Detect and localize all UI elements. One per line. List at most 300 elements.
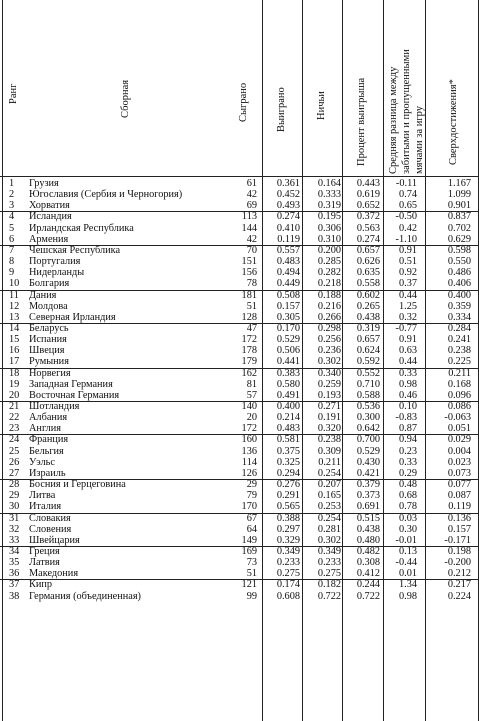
table-row [0, 323, 479, 334]
superiority-cell: 0.136 [447, 512, 471, 524]
team-cell: Бельгия [29, 445, 64, 457]
rank-cell: 14 [9, 322, 20, 334]
superiority-cell: 0.629 [447, 233, 471, 245]
wins-cell: 0.565 [276, 501, 300, 513]
wins-cell: 0.388 [276, 512, 300, 524]
draws-cell: 0.253 [317, 501, 341, 513]
wins-cell: 0.529 [276, 334, 300, 346]
draws-cell: 0.302 [317, 356, 341, 368]
games-cell: 149 [241, 534, 257, 546]
superiority-cell: -0.200 [444, 557, 471, 569]
games-cell: 64 [246, 523, 257, 535]
superiority-cell: 0.004 [447, 445, 471, 457]
goal-diff-cell: 0.78 [398, 501, 417, 513]
goal-diff-cell: 0.13 [398, 545, 417, 557]
goal-diff-cell: 1.25 [398, 300, 417, 312]
draws-cell: 0.298 [317, 322, 341, 334]
team-cell: Греция [29, 545, 60, 557]
goal-diff-cell: 0.37 [398, 278, 417, 290]
draws-cell: 0.195 [317, 211, 341, 223]
team-cell: Дания [29, 289, 57, 301]
superiority-cell: 0.051 [447, 423, 471, 435]
win-pct-cell: 0.308 [356, 557, 380, 569]
win-pct-cell: 0.592 [356, 356, 380, 368]
superiority-cell: 0.224 [447, 590, 471, 602]
table-row [0, 356, 479, 367]
rank-cell: 28 [9, 479, 20, 491]
win-pct-cell: 0.619 [356, 189, 380, 201]
goal-diff-cell: -0.77 [395, 322, 417, 334]
win-pct-cell: 0.691 [356, 501, 380, 513]
team-cell: Швейцария [29, 534, 80, 546]
draws-cell: 0.165 [317, 490, 341, 502]
rank-cell: 10 [9, 278, 20, 290]
team-cell: Югославия (Сербия и Черногория) [29, 189, 183, 201]
win-pct-cell: 0.536 [356, 401, 380, 412]
wins-cell: 0.375 [276, 445, 300, 457]
header-superiority: Сверхдостижения* [448, 79, 459, 165]
games-cell: 172 [241, 334, 257, 346]
goal-diff-cell: 0.01 [398, 568, 417, 580]
win-pct-cell: 0.372 [356, 211, 380, 223]
superiority-cell: 0.284 [447, 322, 471, 334]
goal-diff-cell: 0.46 [398, 389, 417, 401]
table-row [0, 379, 479, 390]
games-cell: 67 [246, 512, 257, 524]
table-row [0, 211, 479, 222]
rank-cell: 26 [9, 456, 20, 468]
rank-cell: 11 [9, 289, 19, 301]
team-cell: Чешская Республика [29, 244, 121, 256]
wins-cell: 0.410 [276, 222, 300, 234]
draws-cell: 0.320 [317, 423, 341, 435]
table-row [0, 189, 479, 200]
draws-cell: 0.259 [317, 378, 341, 390]
wins-cell: 0.483 [276, 256, 300, 268]
rank-cell: 16 [9, 345, 20, 357]
draws-cell: 0.271 [317, 401, 341, 412]
wins-cell: 0.493 [276, 200, 300, 212]
table-row [0, 546, 479, 557]
games-cell: 114 [241, 456, 257, 468]
wins-cell: 0.349 [276, 545, 300, 557]
rank-cell: 6 [9, 233, 15, 245]
games-cell: 160 [241, 434, 257, 446]
header-divider [0, 176, 479, 177]
rank-cell: 25 [9, 445, 20, 457]
team-cell: Исландия [29, 211, 72, 223]
wins-cell: 0.157 [276, 300, 300, 312]
superiority-cell: 0.023 [447, 456, 471, 468]
superiority-cell: 0.238 [447, 345, 471, 357]
draws-cell: 0.238 [317, 434, 341, 446]
rank-cell: 18 [9, 367, 20, 379]
superiority-cell: 0.550 [447, 256, 471, 268]
rank-cell: 19 [9, 378, 20, 390]
games-cell: 156 [241, 267, 257, 279]
draws-cell: 0.191 [317, 412, 341, 424]
wins-cell: 0.581 [276, 434, 300, 446]
table-row [0, 245, 479, 256]
team-cell: Северная Ирландия [29, 311, 116, 323]
team-cell: Латвия [29, 557, 60, 569]
wins-cell: 0.383 [276, 367, 300, 379]
games-cell: 79 [246, 490, 257, 502]
header-goal-diff-1: Средняя разница между [388, 66, 399, 174]
table-row [0, 524, 479, 535]
games-cell: 136 [241, 445, 257, 457]
row-group-divider [0, 513, 479, 514]
wins-cell: 0.291 [276, 490, 300, 502]
draws-cell: 0.182 [317, 579, 341, 591]
win-pct-cell: 0.430 [356, 456, 380, 468]
goal-diff-cell: 0.74 [398, 189, 417, 201]
table-row [0, 200, 479, 211]
games-cell: 81 [246, 378, 257, 390]
win-pct-cell: 0.373 [356, 490, 380, 502]
table-row [0, 468, 479, 479]
table-row [0, 390, 479, 401]
win-pct-cell: 0.443 [356, 178, 380, 189]
games-cell: 51 [246, 300, 257, 312]
goal-diff-cell: 0.92 [398, 267, 417, 279]
goal-diff-cell: -0.01 [395, 534, 417, 546]
superiority-cell: 0.406 [447, 278, 471, 290]
draws-cell: 0.164 [317, 178, 341, 189]
wins-cell: 0.174 [276, 579, 300, 591]
win-pct-cell: 0.700 [356, 434, 380, 446]
superiority-cell: 0.157 [447, 523, 471, 535]
team-cell: Западная Германия [29, 378, 113, 390]
table-row [0, 401, 479, 412]
win-pct-cell: 0.563 [356, 222, 380, 234]
win-pct-cell: 0.244 [356, 579, 380, 591]
games-cell: 42 [246, 233, 257, 245]
table-row [0, 479, 479, 490]
games-cell: 73 [246, 557, 257, 569]
wins-cell: 0.305 [276, 311, 300, 323]
games-cell: 69 [246, 200, 257, 212]
draws-cell: 0.254 [317, 467, 341, 479]
games-cell: 128 [241, 311, 257, 323]
win-pct-cell: 0.482 [356, 545, 380, 557]
wins-cell: 0.170 [276, 322, 300, 334]
superiority-cell: 0.334 [447, 311, 471, 323]
rank-cell: 5 [9, 222, 15, 234]
superiority-cell: 0.119 [448, 501, 471, 513]
team-cell: Армения [29, 233, 69, 245]
rank-cell: 2 [9, 189, 15, 201]
win-pct-cell: 0.438 [356, 311, 380, 323]
win-pct-cell: 0.588 [356, 389, 380, 401]
team-cell: Германия (объединенная) [29, 590, 141, 602]
games-cell: 178 [241, 345, 257, 357]
draws-cell: 0.233 [317, 557, 341, 569]
goal-diff-cell: 0.42 [398, 222, 417, 234]
win-pct-cell: 0.421 [356, 467, 380, 479]
table-row [0, 368, 479, 379]
wins-cell: 0.580 [276, 378, 300, 390]
games-cell: 42 [246, 189, 257, 201]
win-pct-cell: 0.379 [356, 479, 380, 491]
draws-cell: 0.302 [317, 534, 341, 546]
rank-cell: 36 [9, 568, 20, 580]
rank-cell: 30 [9, 501, 20, 513]
table-row [0, 434, 479, 445]
wins-cell: 0.483 [276, 423, 300, 435]
win-pct-cell: 0.529 [356, 445, 380, 457]
goal-diff-cell: 0.91 [398, 334, 417, 346]
team-cell: Кипр [29, 579, 53, 591]
rank-cell: 3 [9, 200, 15, 212]
superiority-cell: 0.217 [447, 579, 471, 591]
games-cell: 20 [246, 412, 257, 424]
games-cell: 113 [241, 211, 257, 223]
superiority-cell: 0.598 [447, 244, 471, 256]
row-group-divider [0, 211, 479, 212]
goal-diff-cell: -0.44 [395, 557, 417, 569]
table-row [0, 513, 479, 524]
games-cell: 47 [246, 322, 257, 334]
team-cell: Испания [29, 334, 67, 346]
draws-cell: 0.256 [317, 334, 341, 346]
draws-cell: 0.722 [317, 590, 341, 602]
draws-cell: 0.236 [317, 345, 341, 357]
win-pct-cell: 0.319 [356, 322, 380, 334]
table-row [0, 312, 479, 323]
goal-diff-cell: 0.44 [398, 356, 417, 368]
team-cell: Беларусь [29, 322, 69, 334]
table-row [0, 301, 479, 312]
superiority-cell: -0.171 [444, 534, 471, 546]
goal-diff-cell: 0.03 [398, 512, 417, 524]
team-cell: Болгария [29, 278, 70, 290]
team-cell: Грузия [29, 178, 59, 189]
rank-cell: 1 [9, 178, 15, 189]
header-games: Сыграно [238, 82, 249, 122]
superiority-cell: 0.073 [447, 467, 471, 479]
rank-cell: 20 [9, 389, 20, 401]
table-row [0, 423, 479, 434]
draws-cell: 0.309 [317, 445, 341, 457]
goal-diff-cell: 0.23 [398, 445, 417, 457]
table-row [0, 267, 479, 278]
rank-cell: 27 [9, 467, 20, 479]
games-cell: 151 [241, 256, 257, 268]
team-cell: Босния и Герцеговина [29, 479, 126, 491]
rank-cell: 34 [9, 545, 20, 557]
superiority-cell: 0.702 [447, 222, 471, 234]
row-group-divider [0, 546, 479, 547]
draws-cell: 0.218 [317, 278, 341, 290]
wins-cell: 0.294 [276, 467, 300, 479]
goal-diff-cell: -1.10 [395, 233, 417, 245]
goal-diff-cell: 0.98 [398, 590, 417, 602]
superiority-cell: 0.168 [447, 378, 471, 390]
goal-diff-cell: 0.68 [398, 490, 417, 502]
table-row [0, 234, 479, 245]
team-cell: Италия [29, 501, 62, 513]
wins-cell: 0.274 [276, 211, 300, 223]
draws-cell: 0.254 [317, 512, 341, 524]
team-cell: Швеция [29, 345, 65, 357]
rank-cell: 31 [9, 512, 20, 524]
wins-cell: 0.214 [276, 412, 300, 424]
superiority-cell: 0.400 [447, 289, 471, 301]
win-pct-cell: 0.657 [356, 334, 380, 346]
wins-cell: 0.400 [276, 401, 300, 412]
rank-cell: 4 [9, 211, 15, 223]
table-row [0, 446, 479, 457]
superiority-cell: 0.211 [448, 367, 471, 379]
superiority-cell: 0.198 [447, 545, 471, 557]
goal-diff-cell: -0.11 [395, 178, 417, 189]
table-row [0, 223, 479, 234]
rank-cell: 33 [9, 534, 20, 546]
goal-diff-cell: 0.44 [398, 289, 417, 301]
header-team: Сборная [120, 79, 131, 118]
rank-cell: 21 [9, 401, 20, 412]
win-pct-cell: 0.300 [356, 412, 380, 424]
table-row [0, 457, 479, 468]
goal-diff-cell: 0.32 [398, 311, 417, 323]
superiority-cell: 0.359 [447, 300, 471, 312]
wins-cell: 0.276 [276, 479, 300, 491]
header-goal-diff-3: мячами за игру [414, 105, 425, 174]
win-pct-cell: 0.265 [356, 300, 380, 312]
draws-cell: 0.333 [317, 189, 341, 201]
header-rank: Ранг [8, 83, 19, 104]
win-pct-cell: 0.515 [356, 512, 380, 524]
row-group-divider [0, 368, 479, 369]
team-cell: Молдова [29, 300, 68, 312]
team-cell: Македония [29, 568, 79, 580]
goal-diff-cell: 0.51 [398, 256, 417, 268]
column-divider [425, 0, 426, 721]
draws-cell: 0.207 [317, 479, 341, 491]
team-cell: Нидерланды [29, 267, 85, 279]
rank-cell: 23 [9, 423, 20, 435]
table-row [0, 178, 479, 189]
team-cell: Румыния [29, 356, 69, 368]
draws-cell: 0.188 [317, 289, 341, 301]
wins-cell: 0.441 [276, 356, 300, 368]
goal-diff-cell: -0.50 [395, 211, 417, 223]
rank-cell: 35 [9, 557, 20, 569]
wins-cell: 0.608 [276, 590, 300, 602]
draws-cell: 0.285 [317, 256, 341, 268]
team-cell: Албания [29, 412, 68, 424]
goal-diff-cell: 0.10 [398, 401, 417, 412]
rank-cell: 8 [9, 256, 15, 268]
header-win-pct: Процент выигрыша [356, 77, 367, 166]
wins-cell: 0.361 [276, 178, 300, 189]
games-cell: 172 [241, 423, 257, 435]
goal-diff-cell: 0.65 [398, 200, 417, 212]
rank-cell: 29 [9, 490, 20, 502]
win-pct-cell: 0.722 [356, 590, 380, 602]
games-cell: 78 [246, 278, 257, 290]
team-cell: Уэльс [29, 456, 55, 468]
table-row [0, 256, 479, 267]
goal-diff-cell: 1.34 [398, 579, 417, 591]
table-row [0, 535, 479, 546]
draws-cell: 0.319 [317, 200, 341, 212]
rank-cell: 24 [9, 434, 20, 446]
column-divider [383, 0, 384, 721]
goal-diff-cell: 0.48 [398, 479, 417, 491]
goal-diff-cell: 0.33 [398, 367, 417, 379]
superiority-cell: 0.901 [447, 200, 471, 212]
win-pct-cell: 0.657 [356, 244, 380, 256]
table-row [0, 490, 479, 501]
superiority-cell: 1.167 [447, 178, 471, 189]
table-row [0, 591, 479, 602]
goal-diff-cell: 0.33 [398, 456, 417, 468]
superiority-cell: 0.029 [447, 434, 471, 446]
team-cell: Шотландия [29, 401, 80, 412]
table-row [0, 334, 479, 345]
win-pct-cell: 0.552 [356, 367, 380, 379]
goal-diff-cell: 0.98 [398, 378, 417, 390]
draws-cell: 0.193 [317, 389, 341, 401]
team-cell: Словакия [29, 512, 71, 524]
rank-cell: 32 [9, 523, 20, 535]
superiority-cell: 0.486 [447, 267, 471, 279]
superiority-cell: 0.087 [447, 490, 471, 502]
win-pct-cell: 0.642 [356, 423, 380, 435]
row-group-divider [0, 434, 479, 435]
rank-cell: 38 [9, 590, 20, 602]
games-cell: 144 [241, 222, 257, 234]
games-cell: 170 [241, 501, 257, 513]
table-row [0, 579, 479, 590]
table-row [0, 412, 479, 423]
games-cell: 181 [241, 289, 257, 301]
superiority-cell: 0.096 [447, 389, 471, 401]
team-cell: Ирландская Республика [29, 222, 134, 234]
win-pct-cell: 0.626 [356, 256, 380, 268]
games-cell: 99 [246, 590, 257, 602]
table-row [0, 557, 479, 568]
row-group-divider [0, 290, 479, 291]
draws-cell: 0.211 [318, 456, 341, 468]
games-cell: 179 [241, 356, 257, 368]
wins-cell: 0.449 [276, 278, 300, 290]
win-pct-cell: 0.274 [356, 233, 380, 245]
draws-cell: 0.282 [317, 267, 341, 279]
header-wins: Выиграно [276, 87, 287, 132]
games-cell: 29 [246, 479, 257, 491]
win-pct-cell: 0.438 [356, 523, 380, 535]
games-cell: 57 [246, 389, 257, 401]
team-cell: Восточная Германия [29, 389, 120, 401]
row-group-divider [0, 401, 479, 402]
superiority-cell: 0.086 [447, 401, 471, 412]
goal-diff-cell: 0.87 [398, 423, 417, 435]
row-group-divider [0, 579, 479, 580]
table-row [0, 501, 479, 512]
wins-cell: 0.119 [277, 233, 300, 245]
games-cell: 162 [241, 367, 257, 379]
win-pct-cell: 0.602 [356, 289, 380, 301]
draws-cell: 0.349 [317, 545, 341, 557]
win-pct-cell: 0.412 [356, 568, 380, 580]
column-divider [2, 0, 3, 721]
wins-cell: 0.325 [276, 456, 300, 468]
table-row [0, 278, 479, 289]
rank-cell: 12 [9, 300, 20, 312]
